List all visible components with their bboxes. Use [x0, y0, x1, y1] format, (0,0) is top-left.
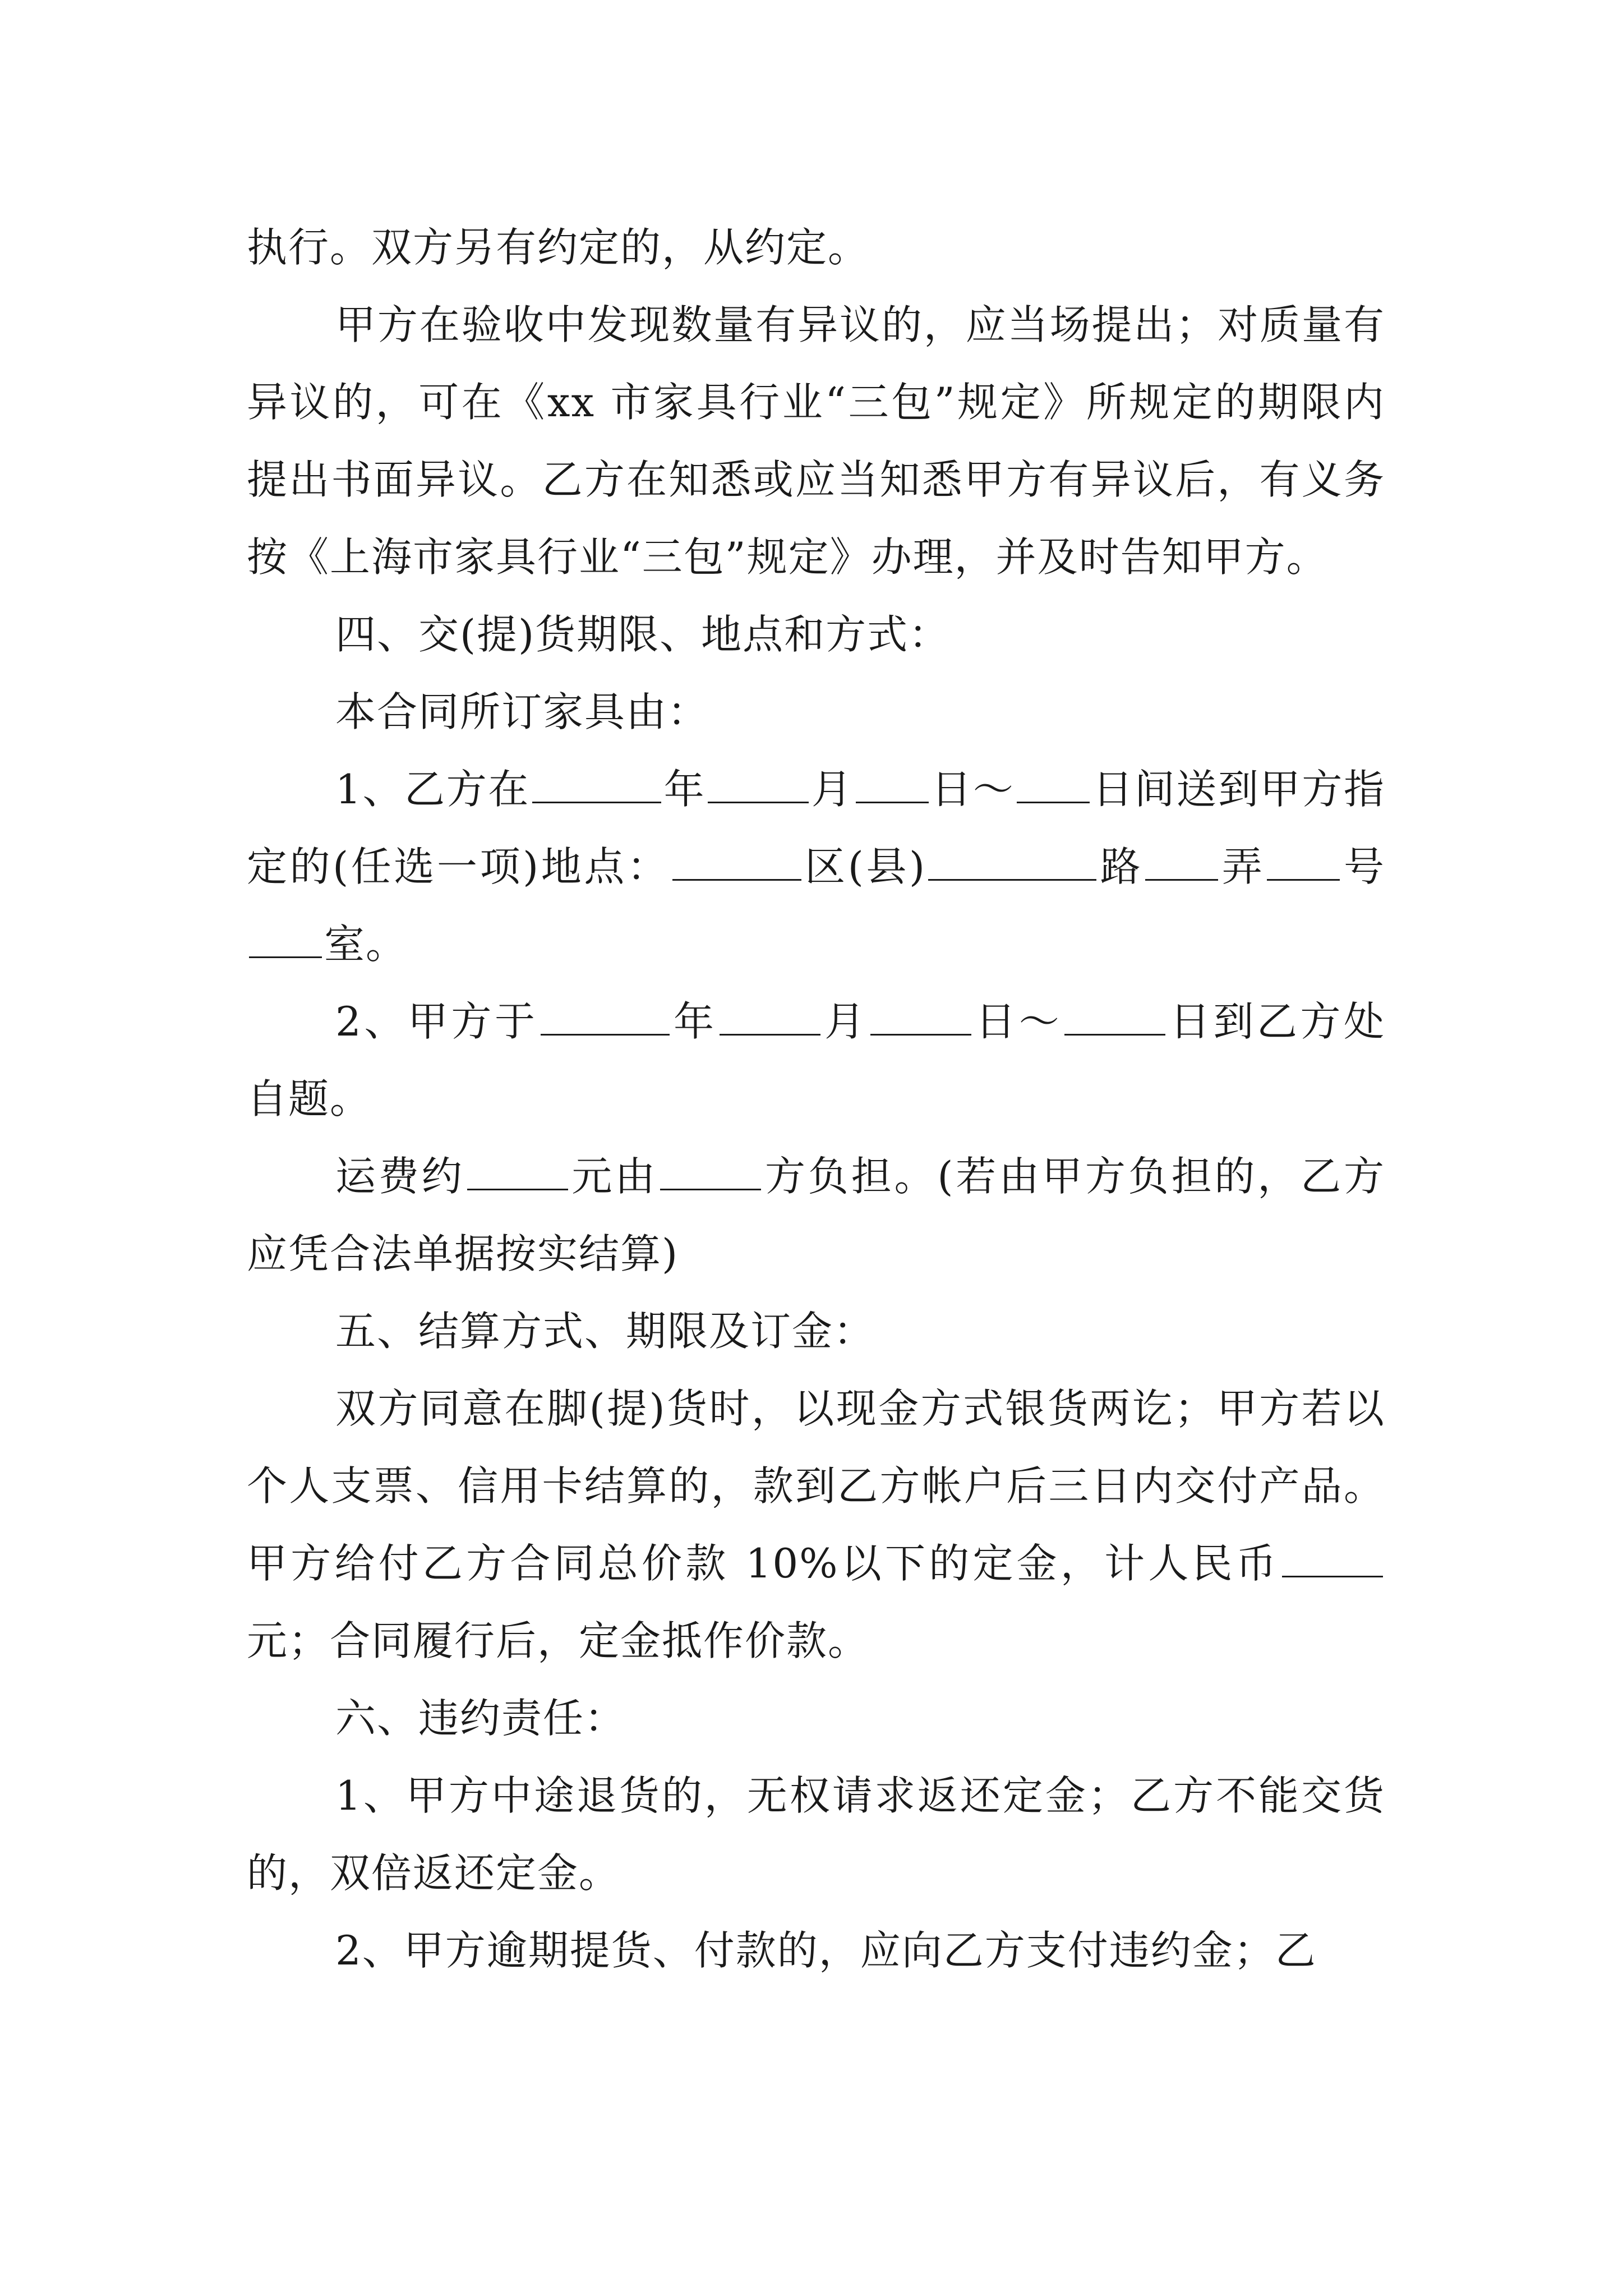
text-segment: 2、甲方于 [335, 998, 538, 1045]
text-segment: 元由 [570, 1153, 658, 1200]
text-segment: 月 [822, 998, 868, 1045]
text-segment: 年 [671, 998, 717, 1045]
text-segment: 室。 [324, 921, 408, 968]
text-segment: 号 [1342, 843, 1385, 890]
blank-year[interactable] [532, 768, 661, 803]
text-segment: 日～ [930, 766, 1015, 813]
paragraph-freight [247, 1138, 1385, 1292]
paragraph-settlement [247, 1370, 1385, 1680]
text-segment: 运费约 [335, 1153, 465, 1200]
blank-day-start[interactable] [870, 1000, 971, 1036]
blank-day-end[interactable] [1017, 768, 1090, 803]
blank-freight-party[interactable] [660, 1155, 761, 1190]
text-segment: 年 [663, 766, 706, 813]
text-segment: 路 [1099, 843, 1144, 890]
contract-text [247, 209, 1385, 1989]
section-heading-delivery: 四、交(提)货期限、地点和方式： [335, 611, 951, 658]
paragraph-quality-objection: 甲方在验收中发现数量有异议的，应当场提出；对质量有异议的，可在《xx 市家具行业“三包”规定》所规定的期限内提出书面异议。乙方在知悉或应当知悉甲方有异议后，有义务按《上海市家具行业“三包”规定》办理，并及时告知甲方。 [247, 301, 1385, 581]
text-segment: 双方同意在脚(提)货时，以现金方式银货两讫；甲方若以个人支票、信用卡结算的，款到乙方帐户后三日内交付产品。甲方给付乙方合同总价款 10%以下的定金，计人民币 [247, 1385, 1385, 1587]
blank-month[interactable] [708, 768, 809, 803]
text-segment: 弄 [1220, 843, 1265, 890]
text-segment: 日～ [973, 998, 1063, 1045]
section-heading-liability: 六、违约责任： [335, 1695, 626, 1742]
blank-lane[interactable] [1267, 845, 1340, 881]
paragraph-continuation: 执行。双方另有约定的，从约定。 [247, 224, 870, 271]
blank-day-end[interactable] [1064, 1000, 1165, 1036]
section-heading-settlement: 五、结算方式、期限及订金： [335, 1308, 875, 1355]
blank-district[interactable] [672, 845, 801, 881]
paragraph-delivery-option-1 [247, 751, 1385, 983]
blank-month[interactable] [720, 1000, 820, 1036]
paragraph-liability-2: 2、甲方逾期提货、付款的，应向乙方支付违约金；乙 [335, 1927, 1317, 1974]
text-segment: 区(县) [803, 843, 926, 890]
paragraph-delivery-intro: 本合同所订家具由： [335, 688, 709, 735]
blank-day-start[interactable] [856, 768, 929, 803]
blank-freight-amount[interactable] [467, 1155, 568, 1190]
blank-road[interactable] [1145, 845, 1218, 881]
paragraph-delivery-option-2 [247, 983, 1385, 1138]
text-segment: 元；合同履行后，定金抵作价款。 [247, 1617, 870, 1664]
text-segment: 日到乙方处自题。 [247, 998, 1385, 1122]
blank-deposit-amount[interactable] [1282, 1542, 1383, 1577]
paragraph-liability-1: 1、甲方中途退货的，无权请求返还定金；乙方不能交货的，双倍返还定金。 [247, 1772, 1385, 1897]
text-segment: 月 [811, 766, 854, 813]
blank-number[interactable] [249, 923, 322, 958]
text-segment: 1、乙方在 [335, 766, 530, 813]
text-segment: 日间送到甲方指定的(任选一项)地点： [247, 766, 1385, 890]
text-segment: 方负担。(若由甲方负担的，乙方应凭合法单据按实结算) [247, 1153, 1385, 1277]
blank-county-detail[interactable] [928, 845, 1096, 881]
blank-year[interactable] [541, 1000, 670, 1036]
